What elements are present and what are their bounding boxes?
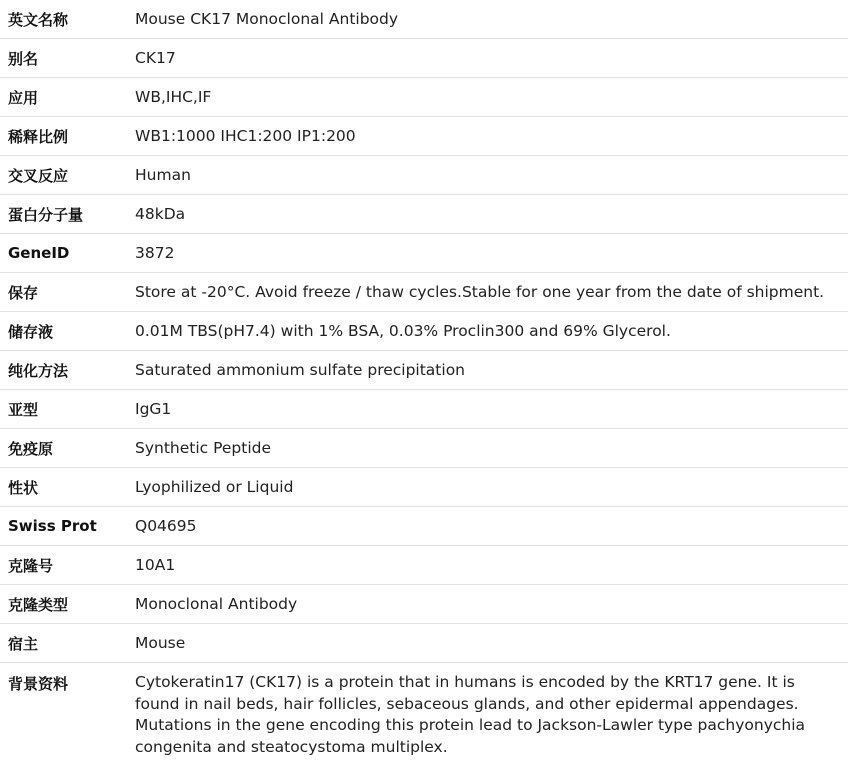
spec-label: 克隆类型: [8, 595, 69, 614]
spec-label: 别名: [8, 49, 39, 68]
spec-label: Swiss Prot: [8, 517, 97, 535]
spec-value: Monoclonal Antibody: [135, 595, 298, 613]
spec-value: Q04695: [135, 517, 197, 535]
spec-row-gene-id: [0, 234, 848, 273]
spec-value: 48kDa: [135, 205, 186, 223]
spec-row-english-name: [0, 0, 848, 39]
spec-value: IgG1: [135, 400, 172, 418]
spec-value: WB,IHC,IF: [135, 88, 212, 106]
spec-value: Lyophilized or Liquid: [135, 478, 294, 496]
spec-label: 宿主: [8, 634, 39, 653]
spec-label: GeneID: [8, 244, 70, 262]
spec-row-alias: [0, 39, 848, 78]
spec-row-application: [0, 78, 848, 117]
spec-row-molecular-weight: [0, 195, 848, 234]
spec-value: WB1:1000 IHC1:200 IP1:200: [135, 127, 356, 145]
spec-value: 10A1: [135, 556, 176, 574]
spec-label: 性状: [8, 478, 39, 497]
spec-row-clone-number: [0, 546, 848, 585]
spec-label: 亚型: [8, 400, 39, 419]
spec-row-immunogen: [0, 429, 848, 468]
spec-label: 储存液: [8, 322, 54, 341]
spec-label: 蛋白分子量: [8, 205, 84, 224]
spec-row-isotype: [0, 390, 848, 429]
spec-row-background: [0, 663, 848, 759]
spec-value: 0.01M TBS(pH7.4) with 1% BSA, 0.03% Proclin300 and 69% Glycerol.: [135, 322, 671, 340]
spec-value: Mouse: [135, 634, 186, 652]
spec-label: 免疫原: [8, 439, 54, 458]
spec-value: Synthetic Peptide: [135, 439, 272, 457]
spec-value: CK17: [135, 49, 176, 67]
spec-label: 交叉反应: [8, 166, 69, 185]
spec-value: Cytokeratin17 (CK17) is a protein that in humans is encoded by the KRT17 gene. It is found in nail beds, hair follicles, sebaceous glands, and other epidermal appendages. Mutations in the gene encoding this protein lead to Jackson-Lawler type pachyonychia congenita and steatocystoma multiplex.: [135, 673, 806, 756]
spec-row-host: [0, 624, 848, 663]
spec-label: 应用: [8, 88, 39, 107]
spec-row-purification: [0, 351, 848, 390]
spec-label: 克隆号: [8, 556, 54, 575]
spec-label: 稀释比例: [8, 127, 69, 146]
spec-value: Mouse CK17 Monoclonal Antibody: [135, 10, 399, 28]
spec-row-cross-reactivity: [0, 156, 848, 195]
spec-value: 3872: [135, 244, 175, 262]
spec-row-dilution: [0, 117, 848, 156]
spec-row-storage-buffer: [0, 312, 848, 351]
spec-value: Saturated ammonium sulfate precipitation: [135, 361, 465, 379]
spec-value: Store at -20°C. Avoid freeze / thaw cycles.Stable for one year from the date of shipment.: [135, 283, 825, 301]
spec-row-form: [0, 468, 848, 507]
spec-row-storage: [0, 273, 848, 312]
spec-value: Human: [135, 166, 191, 184]
spec-label: 背景资料: [8, 675, 69, 693]
spec-row-swiss-prot: [0, 507, 848, 546]
spec-label: 英文名称: [8, 10, 69, 29]
spec-label: 纯化方法: [8, 361, 69, 380]
spec-row-clonality: [0, 585, 848, 624]
spec-label: 保存: [8, 283, 39, 302]
